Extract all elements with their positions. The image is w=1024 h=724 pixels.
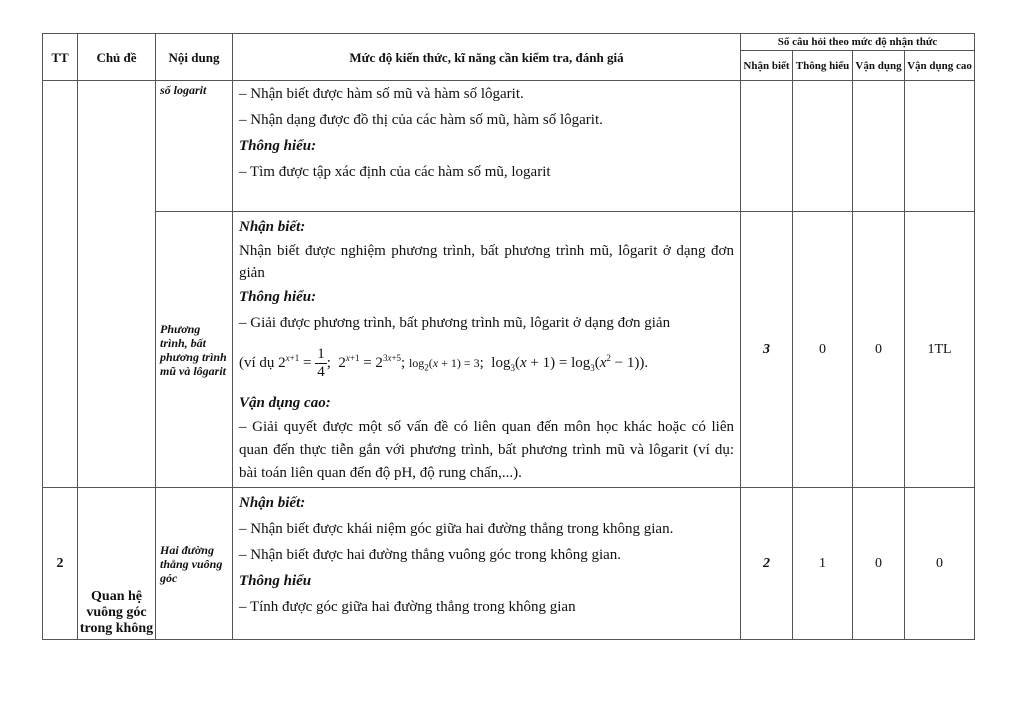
chu-de-cell: Quan hệ vuông góc trong không bbox=[78, 488, 156, 640]
content-line: – Giải được phương trình, bất phương trình mũ, lôgarit ở dạng đơn giản bbox=[239, 315, 671, 331]
content-cell bbox=[233, 212, 741, 488]
header-so-cau: Số câu hỏi theo mức độ nhận thức bbox=[741, 34, 975, 51]
level-heading: Vận dụng cao: bbox=[239, 395, 331, 411]
level-heading: Thông hiểu bbox=[239, 573, 312, 589]
header-level-van-dung: Vận dụng bbox=[853, 51, 905, 81]
level-heading: Thông hiểu: bbox=[239, 289, 317, 305]
topic-cell: Hai đường thẳng vuông góc bbox=[156, 488, 233, 640]
header-muc-do: Mức độ kiến thức, kĩ năng cần kiểm tra, đánh giá bbox=[233, 34, 741, 81]
count-cell bbox=[853, 81, 905, 212]
header-noi-dung: Nội dung bbox=[156, 34, 233, 81]
header-chu-de: Chủ đề bbox=[78, 34, 156, 81]
count-van-dung: 0 bbox=[853, 212, 905, 488]
content-cell bbox=[233, 81, 741, 212]
count-van-dung-cao: 0 bbox=[905, 488, 975, 640]
topic-cell: số logarit bbox=[156, 81, 233, 212]
content-line: – Tính được góc giữa hai đường thẳng trong không gian bbox=[239, 599, 576, 615]
example-formula: (ví dụ $2^{x+1}$ = $\frac{1}{4}$ ; $2^{x+1} = 2^{3x+5}$; $\log_2(x + 1) = 3$; $\log_3(x + 1) = \log_3(x^2 - 1)$). bbox=[239, 346, 649, 381]
count-van-dung: 0 bbox=[853, 488, 905, 640]
content-line: – Nhận dạng được đồ thị của các hàm số mũ, hàm số lôgarit. bbox=[239, 112, 603, 128]
table-row bbox=[43, 488, 975, 640]
content-line: – Tìm được tập xác định của các hàm số mũ, logarit bbox=[239, 164, 551, 180]
count-nhan-biet: 3 bbox=[741, 212, 793, 488]
header-level-nhan-biet: Nhận biết bbox=[741, 51, 793, 81]
example-suffix: ). bbox=[639, 355, 649, 371]
count-nhan-biet: 2 bbox=[741, 488, 793, 640]
tt-cell: 2 bbox=[43, 488, 78, 640]
level-heading: Nhận biết: bbox=[239, 495, 306, 511]
content-line: – Nhận biết được khái niệm góc giữa hai đường thẳng trong không gian. bbox=[239, 521, 674, 537]
count-thong-hieu: 1 bbox=[793, 488, 853, 640]
count-cell bbox=[793, 81, 853, 212]
header-tt: TT bbox=[43, 34, 78, 81]
content-line: – Nhận biết được hàm số mũ và hàm số lôgarit. bbox=[239, 86, 524, 102]
count-van-dung-cao: 1TL bbox=[905, 212, 975, 488]
level-heading: Nhận biết: bbox=[239, 219, 306, 235]
content-line: – Nhận biết được hai đường thẳng vuông góc trong không gian. bbox=[239, 547, 622, 563]
table-row bbox=[43, 81, 975, 212]
header-level-van-dung-cao: Vận dụng cao bbox=[905, 51, 975, 81]
content-line: Nhận biết được nghiệm phương trình, bất phương trình mũ, lôgarit ở dạng đơn giản bbox=[239, 243, 734, 281]
content-line: – Giải quyết được một số vấn đề có liên quan đến môn học khác hoặc có liên quan đến thực tiễn gắn với phương trình, bất phương trình mũ và lôgarit (ví dụ: bài toán liên quan đến độ pH, độ rung chấn,...). bbox=[239, 419, 734, 481]
chu-de-cell-empty bbox=[78, 81, 156, 488]
count-thong-hieu: 0 bbox=[793, 212, 853, 488]
count-cell bbox=[905, 81, 975, 212]
example-prefix: (ví dụ bbox=[239, 355, 275, 371]
topic-cell: Phương trình, bất phương trình mũ và lôgarit bbox=[156, 212, 233, 488]
count-cell bbox=[741, 81, 793, 212]
header-level-thong-hieu: Thông hiểu bbox=[793, 51, 853, 81]
level-heading: Thông hiểu: bbox=[239, 138, 317, 154]
content-cell bbox=[233, 488, 741, 640]
tt-cell-empty bbox=[43, 81, 78, 488]
table-row bbox=[43, 212, 975, 488]
spec-table bbox=[42, 33, 975, 640]
